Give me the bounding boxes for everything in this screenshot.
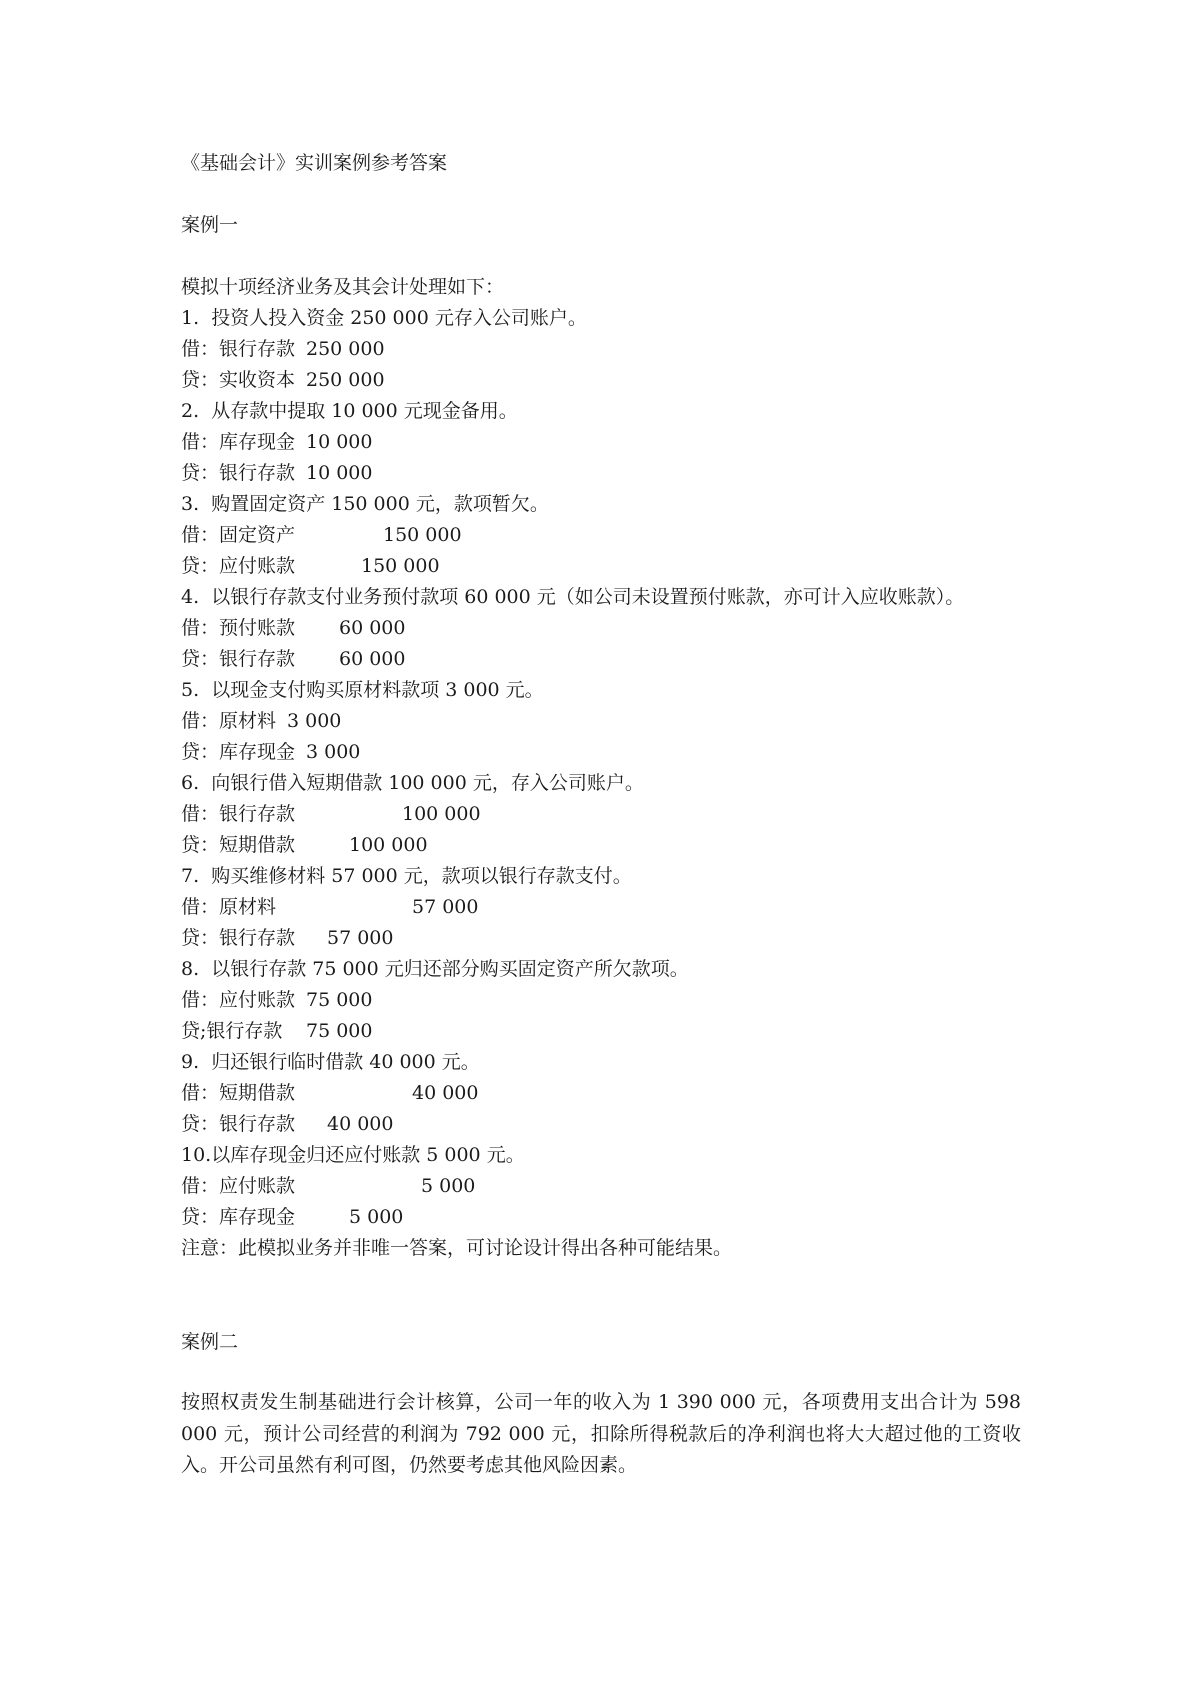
credit-label: 贷：银行存款 [181,462,296,484]
debit-amount: 75 000 [306,989,373,1011]
credit-amount: 100 000 [349,834,428,856]
credit-label: 贷：库存现金 [181,741,296,763]
credit-label: 贷：银行存款 [181,648,296,670]
credit-amount: 150 000 [361,555,440,577]
debit-amount: 60 000 [339,617,406,639]
credit-amount: 75 000 [306,1020,373,1042]
item-10-description: 10.以库存现金归还应付账款 5 000 元。 [181,1144,525,1166]
debit-label: 借：应付账款 [181,989,296,1011]
item-7-description: 7. 购买维修材料 57 000 元，款项以银行存款支付。 [181,865,632,887]
case1-intro: 模拟十项经济业务及其会计处理如下： [181,276,505,298]
case1-heading: 案例一 [181,214,239,236]
credit-amount: 250 000 [306,369,385,391]
debit-amount: 57 000 [412,896,479,918]
credit-label: 贷：库存现金 [181,1206,296,1228]
debit-amount: 5 000 [421,1175,476,1197]
credit-label: 贷：实收资本 [181,369,296,391]
case1-note: 注意：此模拟业务并非唯一答案，可讨论设计得出各种可能结果。 [181,1237,733,1259]
document-title: 《基础会计》实训案例参考答案 [181,152,448,174]
debit-amount: 100 000 [402,803,481,825]
item-5-description: 5. 以现金支付购买原材料款项 3 000 元。 [181,679,544,701]
debit-label: 借：预付账款 [181,617,296,639]
debit-amount: 40 000 [412,1082,479,1104]
debit-label: 借：固定资产 [181,524,296,546]
debit-label: 借：原材料 [181,896,277,918]
credit-amount: 40 000 [327,1113,394,1135]
debit-amount: 250 000 [306,338,385,360]
item-2-description: 2. 从存款中提取 10 000 元现金备用。 [181,400,518,422]
credit-label: 贷：应付账款 [181,555,296,577]
debit-label: 借：短期借款 [181,1082,296,1104]
item-9-description: 9. 归还银行临时借款 40 000 元。 [181,1051,480,1073]
credit-amount: 5 000 [349,1206,404,1228]
item-8-description: 8. 以银行存款 75 000 元归还部分购买固定资产所欠款项。 [181,958,689,980]
credit-amount: 60 000 [339,648,406,670]
credit-amount: 57 000 [327,927,394,949]
credit-label: 贷：银行存款 [181,927,296,949]
item-3-description: 3. 购置固定资产 150 000 元，款项暂欠。 [181,493,549,515]
debit-label: 借：原材料 [181,710,277,732]
item-6-description: 6. 向银行借入短期借款 100 000 元，存入公司账户。 [181,772,644,794]
debit-label: 借：银行存款 [181,803,296,825]
item-1-description: 1. 投资人投入资金 250 000 元存入公司账户。 [181,307,587,329]
debit-label: 借：库存现金 [181,431,296,453]
credit-label: 贷：短期借款 [181,834,296,856]
item-4-description: 4. 以银行存款支付业务预付款项 60 000 元（如公司未设置预付账款，亦可计入应收账款）。 [181,586,965,608]
case2-heading: 案例二 [181,1331,239,1353]
debit-amount: 150 000 [383,524,462,546]
debit-amount: 10 000 [306,431,373,453]
credit-amount: 3 000 [306,741,361,763]
debit-label: 借：银行存款 [181,338,296,360]
credit-amount: 10 000 [306,462,373,484]
credit-label: 贷：银行存款 [181,1113,296,1135]
debit-amount: 3 000 [287,710,342,732]
credit-label: 贷;银行存款 [181,1020,283,1042]
case2-paragraph: 按照权责发生制基础进行会计核算，公司一年的收入为 1 390 000 元，各项费用支出合计为 598 000 元，预计公司经营的利润为 792 000 元，扣除所得税款后的净利润也将大大超过他的工资收入。开公司虽然有利可图，仍然要考虑其他风险因素。 [181,1391,1021,1476]
debit-label: 借：应付账款 [181,1175,296,1197]
